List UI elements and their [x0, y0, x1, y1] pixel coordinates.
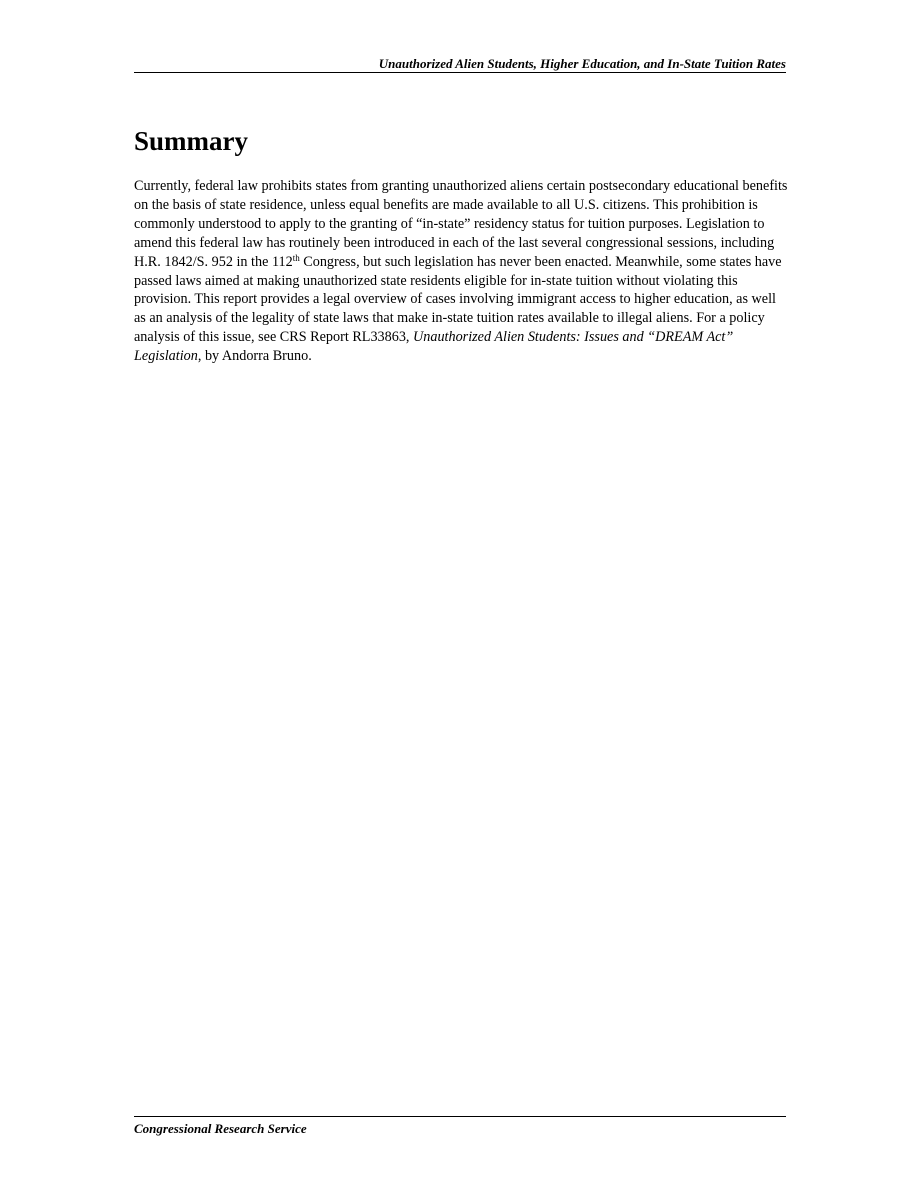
header-rule: [134, 72, 786, 73]
running-footer: Congressional Research Service: [134, 1121, 307, 1136]
section-title: Summary: [134, 126, 248, 156]
summary-closing: , by Andorra Bruno.: [197, 348, 312, 365]
footer-rule: [134, 1116, 786, 1117]
summary-text-part-1: Currently, federal law prohibits states from granting unauthorized aliens certain postsecondary educational benefits on the basis of state residence, unless equal benefits are made available to all U.S. citizens. This prohibition is commonly understood to apply to the granting of “in-state” residency status for tuition purposes. Legislation to amend this federal law has routinely been introduced in each of the last several congressional sessions, including H.R. 1842/S. 952 in the 112: [134, 178, 788, 270]
cited-report-title: Unauthorized Alien Students: Issues and “DREAM Act” Legislation: [134, 329, 734, 365]
running-header: Unauthorized Alien Students, Higher Education, and In-State Tuition Rates: [378, 56, 786, 71]
ordinal-superscript: th: [292, 252, 300, 263]
summary-paragraph: [134, 177, 789, 366]
summary-text-part-2: Congress, but such legislation has never been enacted. Meanwhile, some states have passed laws aimed at making unauthorized state residents eligible for in-state tuition without violating this provision. This report provides a legal overview of cases involving immigrant access to higher education, as well as an analysis of the legality of state laws that make in-state tuition rates available to illegal aliens. For a policy analysis of this issue, see CRS Report RL33863,: [134, 253, 782, 346]
